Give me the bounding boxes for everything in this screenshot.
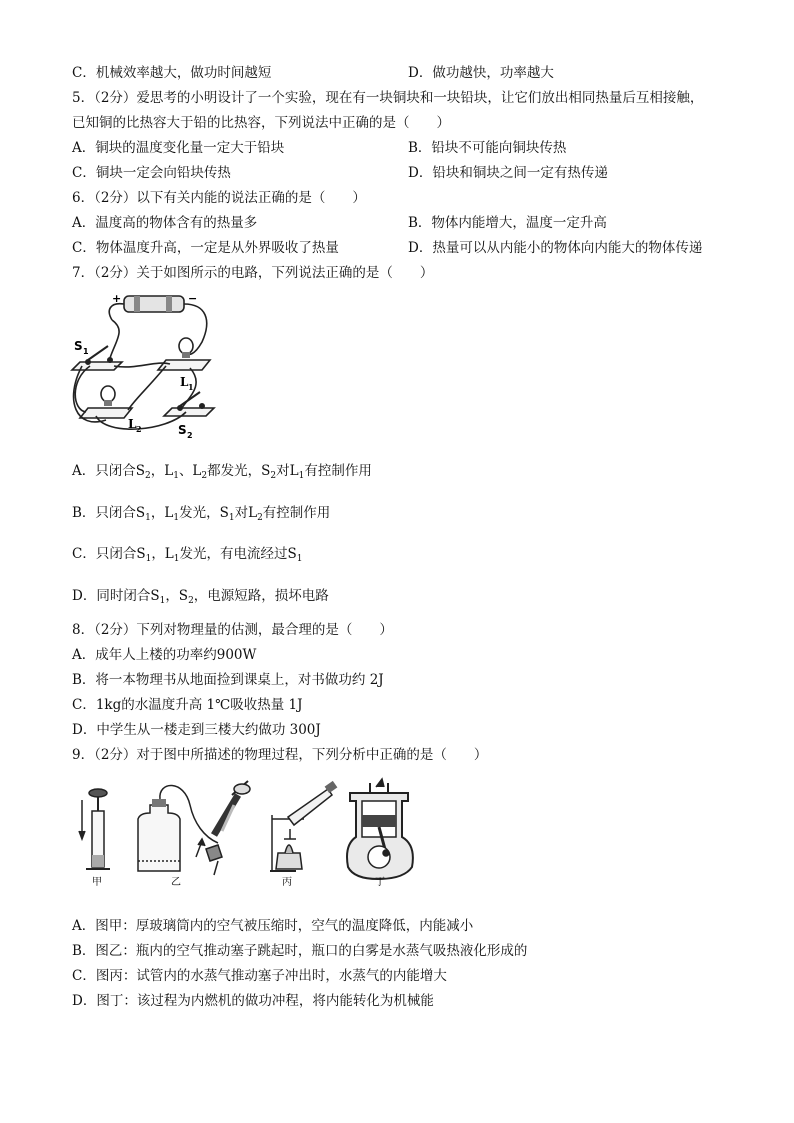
label-l1: L bbox=[180, 375, 189, 389]
q8-option-c: C．1kg的水温度升高 1℃吸收热量 1J bbox=[72, 697, 303, 713]
caption-yi: 乙 bbox=[171, 877, 181, 887]
q9-option-d: D．图丁：该过程为内燃机的做功冲程，将内能转化为机械能 bbox=[72, 993, 434, 1009]
q6-option-c: C．物体温度升高，一定是从外界吸收了热量 bbox=[72, 240, 339, 256]
q4-option-c: C．机械效率越大，做功时间越短 bbox=[72, 65, 272, 81]
q9-option-a: A．图甲：厚玻璃筒内的空气被压缩时，空气的温度降低，内能减小 bbox=[72, 918, 474, 934]
q8-option-d: D．中学生从一楼走到三楼大约做功 300J bbox=[72, 722, 321, 738]
label-l1-sub: 1 bbox=[188, 382, 194, 392]
q6-stem: 6．（2分）以下有关内能的说法正确的是（ ） bbox=[72, 190, 366, 206]
label-minus: − bbox=[188, 292, 198, 305]
q5-option-d: D．铅块和铜块之间一定有热传递 bbox=[408, 165, 608, 181]
q5-option-a: A．铜块的温度变化量一定大于铅块 bbox=[72, 140, 285, 156]
label-l2-sub: 2 bbox=[136, 424, 142, 434]
q5-stem-line2: 已知铜的比热容大于铅的比热容，下列说法中正确的是（ ） bbox=[72, 115, 450, 131]
q8-option-b: B．将一本物理书从地面捡到课桌上，对书做功约 2J bbox=[72, 672, 384, 688]
experiments-figure bbox=[72, 775, 422, 887]
q9-option-c: C．图丙：试管内的水蒸气推动塞子冲出时，水蒸气的内能增大 bbox=[72, 968, 447, 984]
q6-option-a: A．温度高的物体含有的热量多 bbox=[72, 215, 258, 231]
q7-option-a: A．只闭合$S_2$，$L_1$、$L_2$都发光，$S_2$对$L_1$有控制作用 bbox=[72, 463, 372, 481]
q5-stem-line1: 5．（2分）爱思考的小明设计了一个实验，现在有一块铜块和一块铅块，让它们放出相同热量后互相接触， bbox=[72, 90, 704, 106]
q8-stem: 8．（2分）下列对物理量的估测，最合理的是（ ） bbox=[72, 622, 393, 638]
caption-bing: 丙 bbox=[282, 877, 292, 887]
q6-option-d: D．热量可以从内能小的物体向内能大的物体传递 bbox=[408, 240, 703, 256]
q7-option-d: D．同时闭合$S_1$，$S_2$，电源短路，损坏电路 bbox=[72, 588, 329, 606]
q4-option-d: D．做功越快，功率越大 bbox=[408, 65, 554, 81]
circuit-diagram bbox=[66, 290, 216, 442]
q8-option-a: A．成年人上楼的功率约900W bbox=[72, 647, 257, 663]
label-s1: S bbox=[74, 339, 83, 353]
caption-ding: 丁 bbox=[375, 877, 385, 887]
q7-stem: 7．（2分）关于如图所示的电路，下列说法正确的是（ ） bbox=[72, 265, 434, 281]
label-s2-sub: 2 bbox=[187, 431, 193, 440]
caption-jia: 甲 bbox=[92, 877, 102, 887]
q9-stem: 9．（2分）对于图中所描述的物理过程，下列分析中正确的是（ ） bbox=[72, 747, 488, 763]
q7-option-c: C．只闭合$S_1$，$L_1$发光，有电流经过$S_1$ bbox=[72, 546, 303, 564]
q5-option-b: B．铅块不可能向铜块传热 bbox=[408, 140, 567, 156]
q9-option-b: B．图乙：瓶内的空气推动塞子跳起时，瓶口的白雾是水蒸气吸热液化形成的 bbox=[72, 943, 528, 959]
label-s1-sub: 1 bbox=[83, 347, 89, 356]
label-plus: + bbox=[112, 292, 122, 305]
q7-option-b: B．只闭合$S_1$，$L_1$发光，$S_1$对$L_2$有控制作用 bbox=[72, 505, 331, 523]
label-l2: L bbox=[128, 417, 137, 431]
q5-option-c: C．铜块一定会向铅块传热 bbox=[72, 165, 231, 181]
q6-option-b: B．物体内能增大，温度一定升高 bbox=[408, 215, 607, 231]
label-s2: S bbox=[178, 423, 187, 437]
